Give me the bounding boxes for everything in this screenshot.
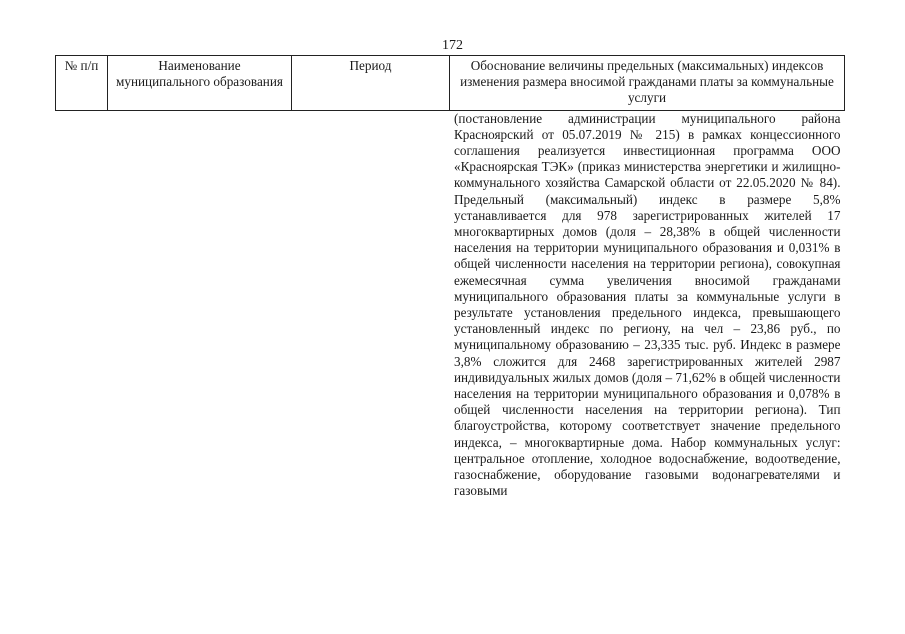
tariff-index-table xyxy=(55,55,845,499)
table-row xyxy=(56,110,845,499)
cell-municipality-name xyxy=(108,110,292,499)
cell-justification xyxy=(450,110,845,499)
justification-text: (постановление администрации муниципального района Красноярский от 05.07.2019 № 215) в рамках концессионного соглашения реализуется инвестиционная программа ООО «Красноярская ТЭК» (приказ министерства энергетики и жилищно-коммунального хозяйства Самарской области от 22.05.2020 № 84). Предельный (максимальный) индекс в размере 5,8% устанавливается для 978 зарегистрированных жителей 17 многоквартирных домов (доля – 28,38% в общей численности населения на территории муниципального образования и 0,031% в общей численности населения на территории региона), совокупная ежемесячная сумма увеличения вносимой гражданами муниципального образования платы за коммунальные услуги в результате установления предельного индекса, превышающего установленный индекс по региону, на чел – 23,86 руб., по муниципальному образованию – 23,335 тыс. руб. Индекс в размере 3,8% сложится для 2468 зарегистрированных жителей 2987 индивидуальных жилых домов (доля – 71,62% в общей численности населения на территории муниципального образования и 0,078% в общей численности населения на территории региона). Тип благоустройства, которому соответствует значение предельного индекса, – многоквартирные дома. Набор коммунальных услуг: центральное отопление, холодное водоснабжение, водоотведение, газоснабжение, оборудование газовыми водонагревателями и газовыми xyxy=(454,110,841,499)
header-justification: Обоснование величины предельных (максимальных) индексов изменения размера вносимой гражданами платы за коммунальные услуги xyxy=(450,56,845,111)
page-number: 172 xyxy=(442,38,463,53)
cell-period xyxy=(292,110,450,499)
header-number: № п/п xyxy=(56,56,108,111)
cell-number xyxy=(56,110,108,499)
header-period: Период xyxy=(292,56,450,111)
table-header-row xyxy=(56,56,845,111)
header-municipality-name: Наименование муниципального образования xyxy=(108,56,292,111)
